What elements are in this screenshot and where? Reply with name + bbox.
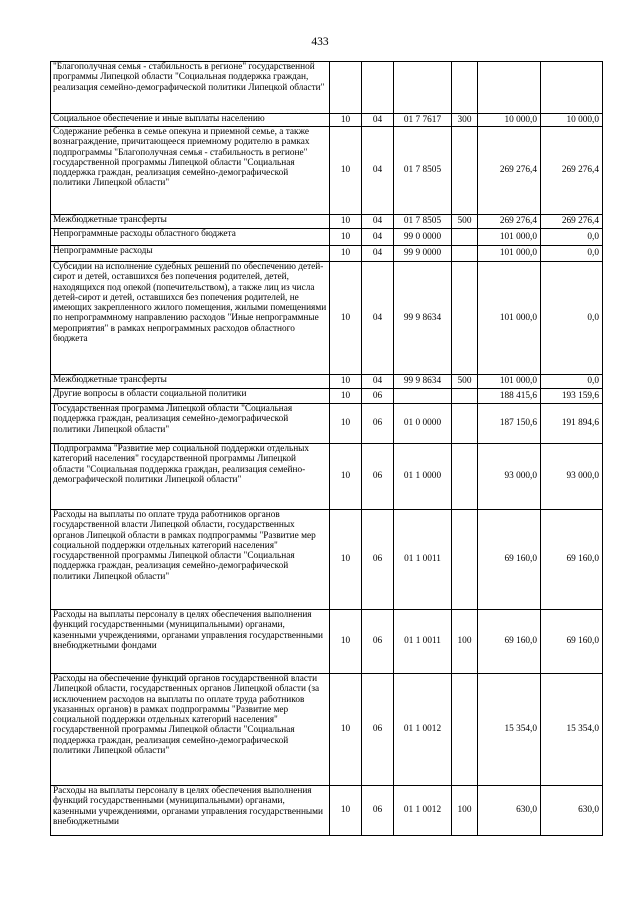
row-value-2: 630,0 xyxy=(541,786,603,836)
row-value-1: 187 150,6 xyxy=(478,404,541,444)
row-subsection: 06 xyxy=(362,444,394,510)
row-value-1: 101 000,0 xyxy=(478,262,541,375)
row-name: Государственная программа Липецкой области "Социальная поддержка граждан, реализация семейно-демографической политики Липецкой области" xyxy=(51,404,330,444)
budget-table-body xyxy=(51,62,603,836)
table-row xyxy=(51,246,603,262)
row-target: 01 1 0012 xyxy=(394,674,452,786)
row-section: 10 xyxy=(330,786,362,836)
row-name: Другие вопросы в области социальной политики xyxy=(51,389,330,404)
row-value-1: 10 000,0 xyxy=(478,114,541,127)
row-target: 01 0 0000 xyxy=(394,404,452,444)
row-target: 01 7 7617 xyxy=(394,114,452,127)
table-row xyxy=(51,444,603,510)
table-row xyxy=(51,510,603,610)
row-target: 99 9 0000 xyxy=(394,246,452,262)
row-section: 10 xyxy=(330,674,362,786)
table-row xyxy=(51,674,603,786)
table-row xyxy=(51,215,603,229)
row-section: 10 xyxy=(330,262,362,375)
row-type xyxy=(452,127,478,215)
row-target: 99 0 0000 xyxy=(394,229,452,246)
row-section: 10 xyxy=(330,127,362,215)
row-value-2: 69 160,0 xyxy=(541,610,603,674)
budget-table xyxy=(50,61,603,836)
row-type: 300 xyxy=(452,114,478,127)
row-section: 10 xyxy=(330,444,362,510)
row-type: 500 xyxy=(452,375,478,389)
row-name: Межбюджетные трансферты xyxy=(51,215,330,229)
table-row xyxy=(51,389,603,404)
row-type xyxy=(452,229,478,246)
row-section: 10 xyxy=(330,246,362,262)
row-name: Субсидии на исполнение судебных решений по обеспечению детей-сирот и детей, оставшихся без попечения родителей, детей, находящихся под опекой (попечительством), а также лиц из числа детей-сирот и детей, оставшихся без попечения родителей, не имеющих закрепленного жилого помещения, жилыми помещениями по непрограммному направлению расходов "Иные непрограммные мероприятия" в рамках непрограммных расходов областного бюджета xyxy=(51,262,330,375)
row-name: Расходы на выплаты персоналу в целях обеспечения выполнения функций государственными (муниципальными) органами, казенными учреждениями, органами управления государственными внебюджетными xyxy=(51,786,330,836)
table-row xyxy=(51,229,603,246)
row-value-1: 188 415,6 xyxy=(478,389,541,404)
row-name: Содержание ребенка в семье опекуна и приемной семье, а также вознаграждение, причитающееся приемному родителю в рамках подпрограммы "Благополучная семья - стабильность в регионе" государственной программы Липецкой области "Социальная поддержка граждан, реализация семейно-демографической политики Липецкой области" xyxy=(51,127,330,215)
row-value-2: 0,0 xyxy=(541,375,603,389)
row-subsection xyxy=(362,62,394,114)
row-name: Подпрограмма "Развитие мер социальной поддержки отдельных категорий населения" государственной программы Липецкой области "Социальная поддержка граждан, реализация семейно-демографической политики Липецкой области" xyxy=(51,444,330,510)
table-row xyxy=(51,404,603,444)
row-subsection: 04 xyxy=(362,229,394,246)
row-name: Расходы на обеспечение функций органов государственной власти Липецкой области, государственных органов Липецкой области (за исключением расходов на выплаты по оплате труда работников указанных органов) в рамках подпрограммы "Развитие мер социальной поддержки отдельных категорий населения" государственной программы Липецкой области "Социальная поддержка граждан, реализация семейно-демографической политики Липецкой области" xyxy=(51,674,330,786)
row-value-2: 0,0 xyxy=(541,262,603,375)
row-value-1: 101 000,0 xyxy=(478,229,541,246)
row-subsection: 04 xyxy=(362,262,394,375)
row-type: 100 xyxy=(452,610,478,674)
row-name: Межбюджетные трансферты xyxy=(51,375,330,389)
row-target: 01 7 8505 xyxy=(394,215,452,229)
row-subsection: 06 xyxy=(362,389,394,404)
row-subsection: 04 xyxy=(362,114,394,127)
row-value-1 xyxy=(478,62,541,114)
row-subsection: 04 xyxy=(362,215,394,229)
row-name: Непрограммные расходы областного бюджета xyxy=(51,229,330,246)
row-subsection: 04 xyxy=(362,375,394,389)
row-target: 01 7 8505 xyxy=(394,127,452,215)
row-name: Расходы на выплаты по оплате труда работников органов государственной власти Липецкой области, государственных органов Липецкой области в рамках подпрограммы "Развитие мер социальной поддержки отдельных категорий населения" государственной программы Липецкой области "Социальная поддержка граждан, реализация семейно-демографической политики Липецкой области" xyxy=(51,510,330,610)
row-section: 10 xyxy=(330,610,362,674)
row-value-1: 69 160,0 xyxy=(478,510,541,610)
row-value-2: 193 159,6 xyxy=(541,389,603,404)
row-subsection: 06 xyxy=(362,786,394,836)
row-type xyxy=(452,674,478,786)
row-subsection: 04 xyxy=(362,246,394,262)
row-type xyxy=(452,62,478,114)
row-name: Социальное обеспечение и иные выплаты населению xyxy=(51,114,330,127)
row-type xyxy=(452,262,478,375)
table-row xyxy=(51,375,603,389)
row-target xyxy=(394,62,452,114)
row-value-2: 15 354,0 xyxy=(541,674,603,786)
row-value-1: 101 000,0 xyxy=(478,246,541,262)
table-row xyxy=(51,262,603,375)
table-row xyxy=(51,114,603,127)
row-subsection: 06 xyxy=(362,610,394,674)
row-type xyxy=(452,246,478,262)
row-subsection: 06 xyxy=(362,404,394,444)
row-value-2: 269 276,4 xyxy=(541,127,603,215)
row-section: 10 xyxy=(330,404,362,444)
row-target: 99 9 8634 xyxy=(394,262,452,375)
row-target: 01 1 0012 xyxy=(394,786,452,836)
table-row xyxy=(51,127,603,215)
row-type xyxy=(452,510,478,610)
row-value-1: 269 276,4 xyxy=(478,127,541,215)
row-target: 01 1 0000 xyxy=(394,444,452,510)
row-value-2: 0,0 xyxy=(541,246,603,262)
row-name: Расходы на выплаты персоналу в целях обеспечения выполнения функций государственными (муниципальными) органами, казенными учреждениями, органами управления государственными внебюджетными фондами xyxy=(51,610,330,674)
row-target: 01 1 0011 xyxy=(394,510,452,610)
row-value-2 xyxy=(541,62,603,114)
row-type xyxy=(452,389,478,404)
row-section: 10 xyxy=(330,114,362,127)
row-value-1: 93 000,0 xyxy=(478,444,541,510)
row-type: 500 xyxy=(452,215,478,229)
row-name: "Благополучная семья - стабильность в регионе" государственной программы Липецкой области "Социальная поддержка граждан, реализация семейно-демографической политики Липецкой области" xyxy=(51,62,330,114)
row-value-1: 101 000,0 xyxy=(478,375,541,389)
row-section: 10 xyxy=(330,215,362,229)
row-subsection: 06 xyxy=(362,510,394,610)
row-subsection: 04 xyxy=(362,127,394,215)
row-section xyxy=(330,62,362,114)
page-number: 433 xyxy=(311,36,329,48)
row-value-2: 93 000,0 xyxy=(541,444,603,510)
row-name: Непрограммные расходы xyxy=(51,246,330,262)
row-type xyxy=(452,404,478,444)
row-value-2: 269 276,4 xyxy=(541,215,603,229)
row-value-2: 191 894,6 xyxy=(541,404,603,444)
row-type xyxy=(452,444,478,510)
row-target xyxy=(394,389,452,404)
row-target: 99 9 8634 xyxy=(394,375,452,389)
row-value-1: 269 276,4 xyxy=(478,215,541,229)
row-section: 10 xyxy=(330,510,362,610)
row-value-1: 69 160,0 xyxy=(478,610,541,674)
table-row xyxy=(51,62,603,114)
row-value-2: 10 000,0 xyxy=(541,114,603,127)
table-row xyxy=(51,610,603,674)
row-section: 10 xyxy=(330,375,362,389)
row-section: 10 xyxy=(330,229,362,246)
row-type: 100 xyxy=(452,786,478,836)
table-row xyxy=(51,786,603,836)
row-section: 10 xyxy=(330,389,362,404)
row-value-1: 15 354,0 xyxy=(478,674,541,786)
row-value-2: 69 160,0 xyxy=(541,510,603,610)
row-value-2: 0,0 xyxy=(541,229,603,246)
row-value-1: 630,0 xyxy=(478,786,541,836)
row-subsection: 06 xyxy=(362,674,394,786)
row-target: 01 1 0011 xyxy=(394,610,452,674)
